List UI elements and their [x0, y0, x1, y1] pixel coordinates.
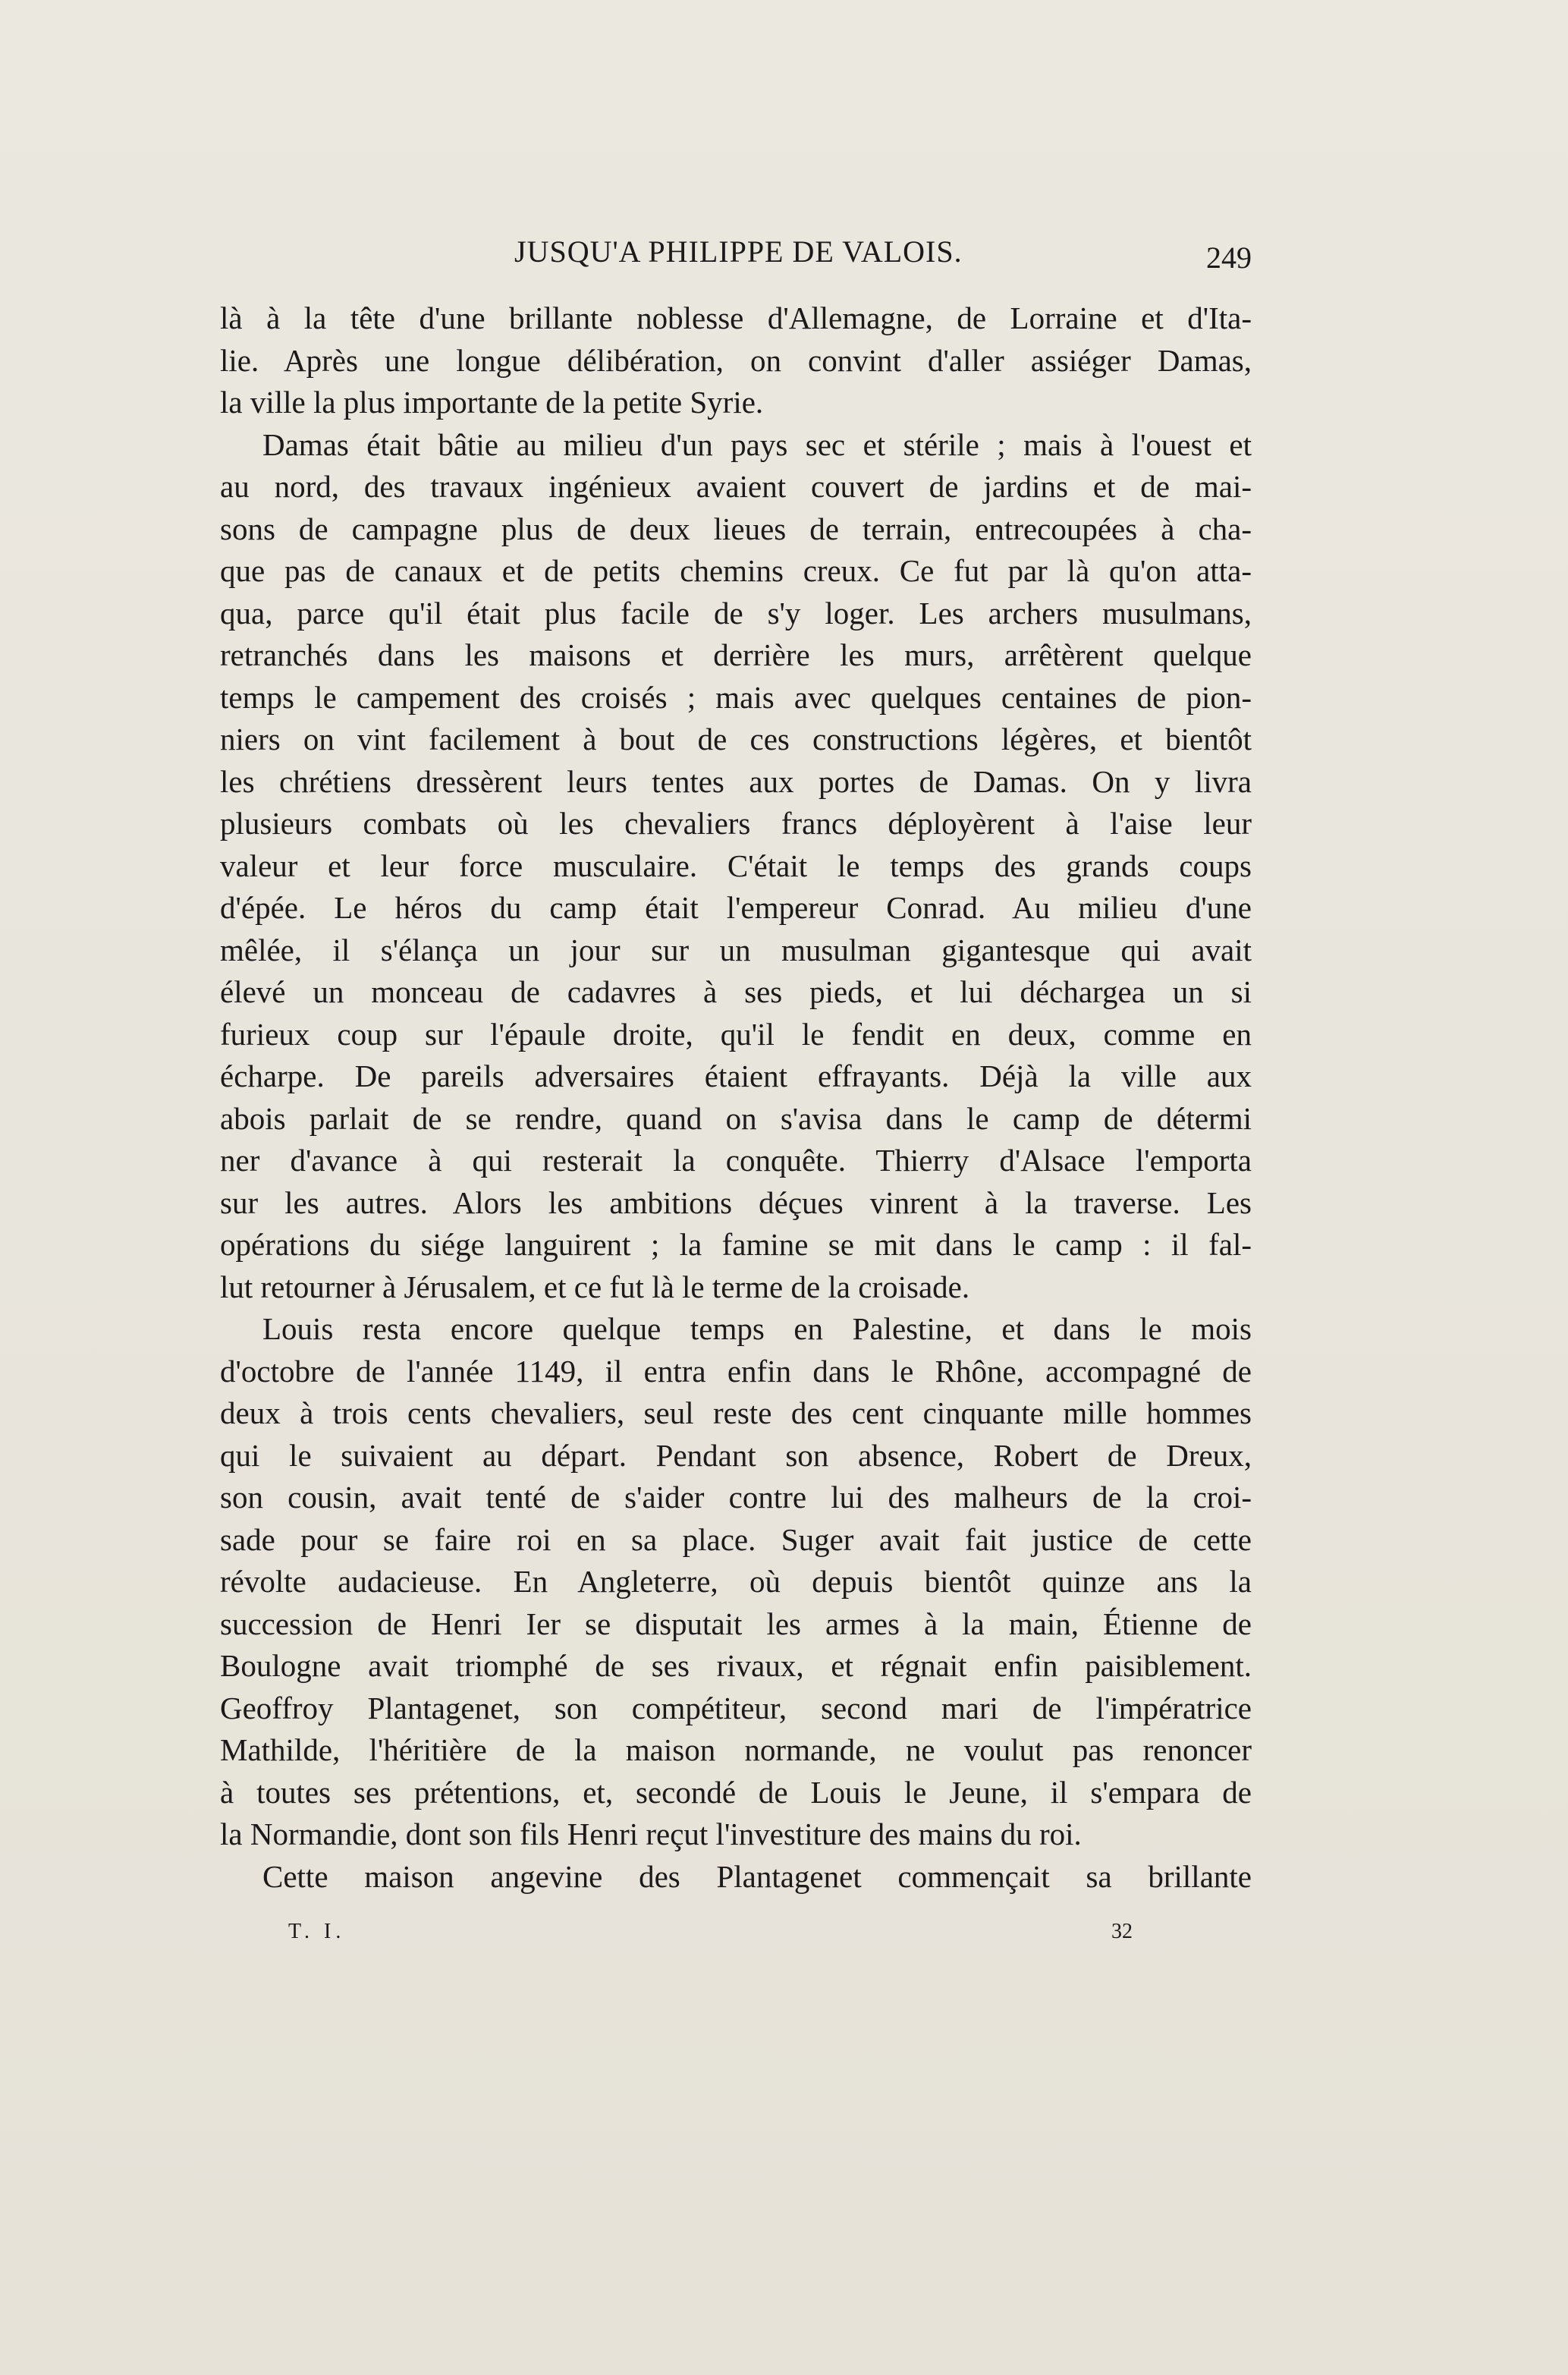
text-line: ner d'avance à qui resterait la conquête. Thierry d'Alsace l'emporta — [220, 1143, 1252, 1178]
text-line: sade pour se faire roi en sa place. Suger avait fait justice de cette — [220, 1521, 1252, 1557]
text-line: d'octobre de l'année 1149, il entra enfin dans le Rhône, accompagné de — [220, 1353, 1252, 1389]
text-line: son cousin, avait tenté de s'aider contre lui des malheurs de la croi- — [220, 1480, 1252, 1515]
text-line: la Normandie, dont son fils Henri reçut l'investiture des mains du roi. — [220, 1817, 1082, 1851]
text-line: abois parlait de se rendre, quand on s'avisa dans le camp de détermi — [220, 1100, 1252, 1136]
text-line: à toutes ses prétentions, et, secondé de Louis le Jeune, il s'empara de — [220, 1774, 1252, 1810]
text-line: lie. Après une longue délibération, on convint d'aller assiéger Damas, — [220, 342, 1252, 378]
text-line: plusieurs combats où les chevaliers francs déployèrent à l'aise leur — [220, 806, 1252, 841]
text-line: deux à trois cents chevaliers, seul reste des cent cinquante mille hommes — [220, 1395, 1252, 1430]
text-line: lut retourner à Jérusalem, et ce fut là le terme de la croisade. — [220, 1269, 970, 1304]
text-line: Geoffroy Plantagenet, son compétiteur, second mari de l'impératrice — [220, 1690, 1252, 1725]
text-line: Louis resta encore quelque temps en Palestine, et dans le mois — [262, 1311, 1252, 1346]
text-line: niers on vint facilement à bout de ces constructions légères, et bientôt — [220, 722, 1252, 757]
text-line: valeur et leur force musculaire. C'était le temps des grands coups — [220, 848, 1252, 883]
text-line: sur les autres. Alors les ambitions déçues vinrent à la traverse. Les — [220, 1184, 1252, 1220]
text-line: la ville la plus importante de la petite Syrie. — [220, 385, 764, 420]
text-line: que pas de canaux et de petits chemins creux. Ce fut par là qu'on atta- — [220, 553, 1252, 588]
body-text — [220, 297, 1252, 1898]
running-head: JUSQU'A PHILIPPE DE VALOIS. — [514, 234, 963, 269]
text-line: Boulogne avait triomphé de ses rivaux, et régnait enfin paisiblement. — [220, 1648, 1252, 1683]
text-line: élevé un monceau de cadavres à ses pieds, et lui déchargea un si — [220, 974, 1252, 1009]
text-line: écharpe. De pareils adversaires étaient effrayants. Déjà la ville aux — [220, 1059, 1252, 1093]
text-line: retranchés dans les maisons et derrière les murs, arrêtèrent quelque — [220, 637, 1252, 672]
text-line: qua, parce qu'il était plus facile de s'y loger. Les archers musulmans, — [220, 595, 1252, 631]
text-line: là à la tête d'une brillante noblesse d'Allemagne, de Lorraine et d'Ita- — [220, 300, 1252, 335]
text-line: Cette maison angevine des Plantagenet commençait sa brillante — [262, 1858, 1252, 1894]
text-line: les chrétiens dressèrent leurs tentes aux portes de Damas. On y livra — [220, 763, 1252, 799]
text-line: furieux coup sur l'épaule droite, qu'il le fendit en deux, comme en — [220, 1016, 1252, 1052]
page-footer — [288, 1920, 1138, 1950]
text-line: temps le campement des croisés ; mais avec quelques centaines de pion- — [220, 679, 1252, 715]
text-line: qui le suivaient au départ. Pendant son absence, Robert de Dreux, — [220, 1437, 1252, 1473]
text-line: au nord, des travaux ingénieux avaient couvert de jardins et de mai- — [220, 469, 1252, 504]
text-line: Mathilde, l'héritière de la maison normande, ne voulut pas renoncer — [220, 1732, 1252, 1767]
text-line: révolte audacieuse. En Angleterre, où depuis bientôt quinze ans la — [220, 1564, 1252, 1599]
text-line: Damas était bâtie au milieu d'un pays sec et stérile ; mais à l'ouest et — [262, 426, 1252, 462]
page-number: 249 — [1206, 241, 1252, 275]
sheet-number: 32 — [1111, 1920, 1133, 1943]
text-line: d'épée. Le héros du camp était l'empereur Conrad. Au milieu d'une — [220, 890, 1252, 925]
volume-signature: T. I. — [288, 1920, 346, 1943]
page-header — [220, 228, 1252, 281]
text-line: opérations du siége languirent ; la famine se mit dans le camp : il fal- — [220, 1227, 1252, 1262]
text-line: sons de campagne plus de deux lieues de terrain, entrecoupées à cha- — [220, 511, 1252, 546]
text-line: succession de Henri Ier se disputait les armes à la main, Étienne de — [220, 1606, 1252, 1641]
text-line: mêlée, il s'élança un jour sur un musulman gigantesque qui avait — [220, 932, 1252, 967]
